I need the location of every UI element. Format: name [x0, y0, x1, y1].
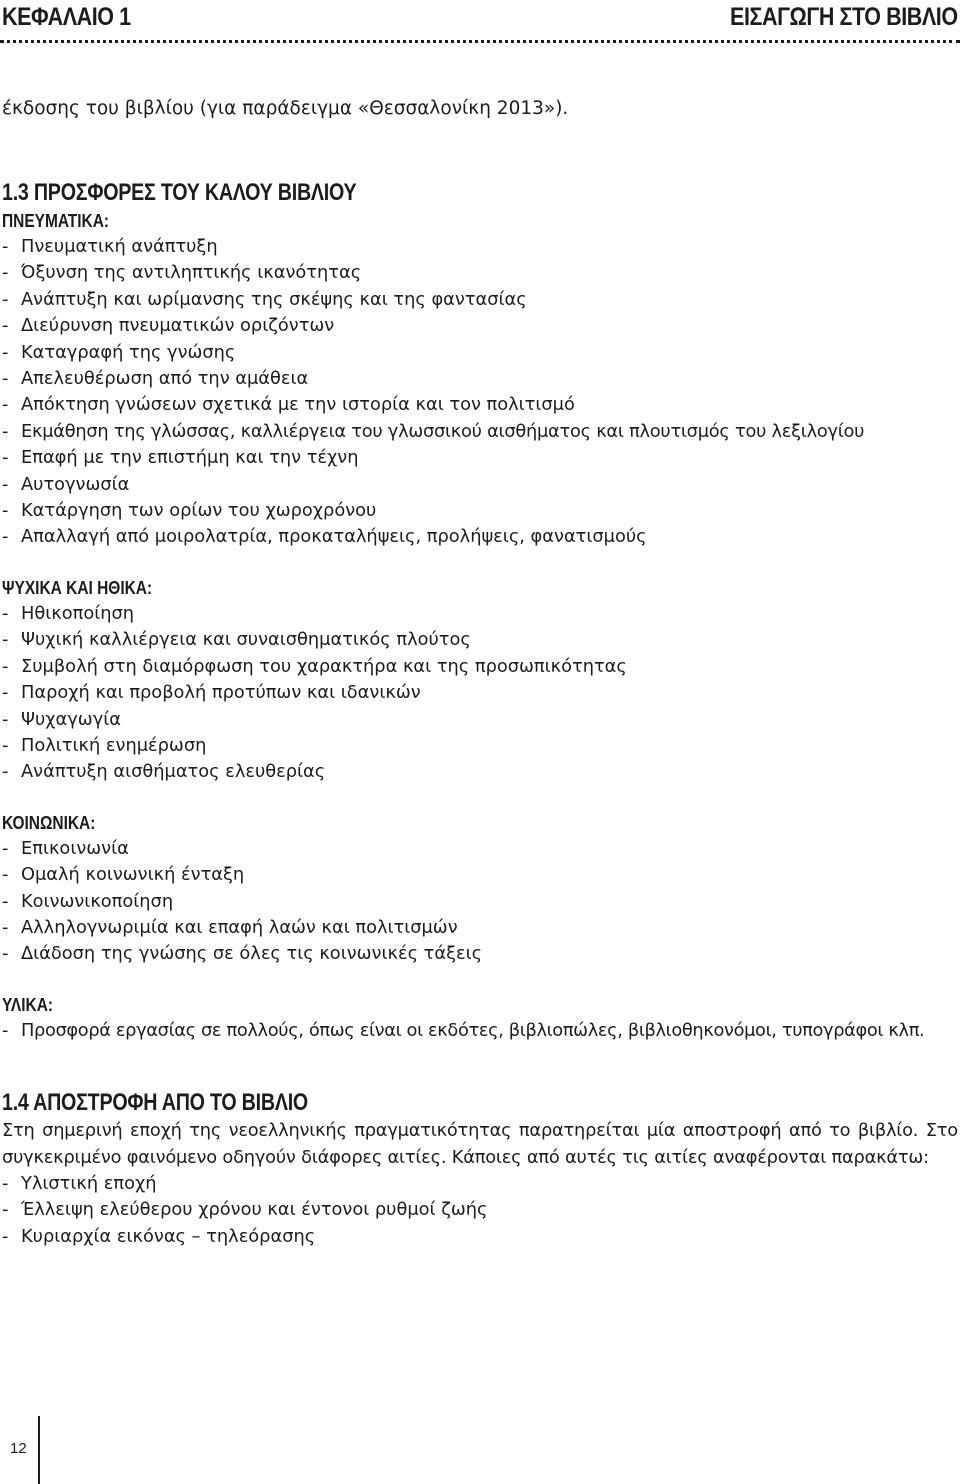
list-item: - Ομαλή κοινωνική ένταξη	[2, 862, 958, 888]
list-item: - Ψυχική καλλιέργεια και συναισθηματικός πλούτος	[2, 627, 958, 653]
list-item: - Διεύρυνση πνευματικών οριζόντων	[2, 313, 958, 339]
list-item: - Επικοινωνία	[2, 836, 958, 862]
list-item: - Έλλειψη ελεύθερου χρόνου και έντονοι ρυθμοί ζωής	[2, 1197, 958, 1223]
list-item: - Ηθικοποίηση	[2, 601, 958, 627]
list-item: - Συμβολή στη διαμόρφωση του χαρακτήρα και της προσωπικότητας	[2, 654, 958, 680]
spiritual-list	[2, 234, 958, 551]
list-item: - Υλιστική εποχή	[2, 1171, 958, 1197]
section-1-4-paragraph: Στη σημερινή εποχή της νεοελληνικής πραγματικότητας παρατηρείται μία αποστροφή από το βιβλίο. Στο συγκεκριμένο φαινόμενο οδηγούν διάφορες αιτίες. Κάποιες από αυτές τις αιτίες αναφέρονται παρακάτω:	[2, 1120, 958, 1168]
list-item: - Προσφορά εργασίας σε πολλούς, όπως είναι οι εκδότες, βιβλιοπώλες, βιβλιοθηκονόμοι, τυπογράφοι κλπ.	[2, 1018, 958, 1044]
list-item: - Κοινωνικοποίηση	[2, 889, 958, 915]
group-title-material: ΥΛΙΚΑ:	[2, 994, 54, 1015]
section-title-1-3: 1.3 ΠΡΟΣΦΟΡΕΣ ΤΟΥ ΚΑΛΟΥ ΒΙΒΛΙΟΥ	[2, 179, 357, 206]
page-number: 12	[10, 1440, 27, 1457]
page-footer	[0, 1416, 40, 1484]
header-dotted-divider	[0, 40, 960, 43]
list-item: - Αυτογνωσία	[2, 472, 958, 498]
list-item: - Απαλλαγή από μοιρολατρία, προκαταλήψεις, προλήψεις, φανατισμούς	[2, 524, 958, 550]
social-list	[2, 836, 958, 968]
list-item: - Διάδοση της γνώσης σε όλες τις κοινωνικές τάξεις	[2, 941, 958, 967]
psychological-moral-list	[2, 601, 958, 786]
list-item: - Ανάπτυξη αισθήματος ελευθερίας	[2, 759, 958, 785]
list-item: - Απελευθέρωση από την αμάθεια	[2, 366, 958, 392]
list-item: - Αλληλογνωριμία και επαφή λαών και πολιτισμών	[2, 915, 958, 941]
list-item: - Όξυνση της αντιληπτικής ικανότητας	[2, 260, 958, 286]
main-content	[2, 178, 958, 1250]
running-header	[2, 0, 958, 40]
section-title-1-4: 1.4 ΑΠΟΣΤΡΟΦΗ ΑΠΟ ΤΟ ΒΙΒΛΙΟ	[2, 1089, 309, 1117]
group-title-psychological-moral: ΨΥΧΙΚΑ ΚΑΙ ΗΘΙΚΑ:	[2, 577, 153, 598]
aversion-causes-list	[2, 1171, 958, 1250]
group-title-social: ΚΟΙΝΩΝΙΚΑ:	[2, 812, 96, 833]
list-item: - Κυριαρχία εικόνας – τηλεόρασης	[2, 1224, 958, 1250]
intro-text: έκδοσης του βιβλίου (για παράδειγμα «Θεσσαλονίκη 2013»).	[2, 98, 569, 119]
list-item: - Παροχή και προβολή προτύπων και ιδανικών	[2, 680, 958, 706]
list-item: - Καταγραφή της γνώσης	[2, 340, 958, 366]
list-item: - Επαφή με την επιστήμη και την τέχνη	[2, 445, 958, 471]
list-item: - Ψυχαγωγία	[2, 707, 958, 733]
list-item: - Εκμάθηση της γλώσσας, καλλιέργεια του γλωσσικού αισθήματος και πλουτισμός του λεξιλογίου	[2, 419, 958, 445]
list-item: - Πνευματική ανάπτυξη	[2, 234, 958, 260]
list-item: - Ανάπτυξη και ωρίμανσης της σκέψης και της φαντασίας	[2, 287, 958, 313]
list-item: - Πολιτική ενημέρωση	[2, 733, 958, 759]
section-name-label: ΕΙΣΑΓΩΓΗ ΣΤΟ ΒΙΒΛΙΟ	[730, 3, 958, 31]
list-item: - Κατάργηση των ορίων του χωροχρόνου	[2, 498, 958, 524]
list-item: - Απόκτηση γνώσεων σχετικά με την ιστορία και τον πολιτισμό	[2, 392, 958, 418]
group-title-spiritual: ΠΝΕΥΜΑΤΙΚΑ:	[2, 211, 110, 231]
material-list	[2, 1018, 958, 1044]
chapter-label: ΚΕΦΑΛΑΙΟ 1	[2, 3, 131, 31]
page-number-divider	[38, 1416, 40, 1484]
